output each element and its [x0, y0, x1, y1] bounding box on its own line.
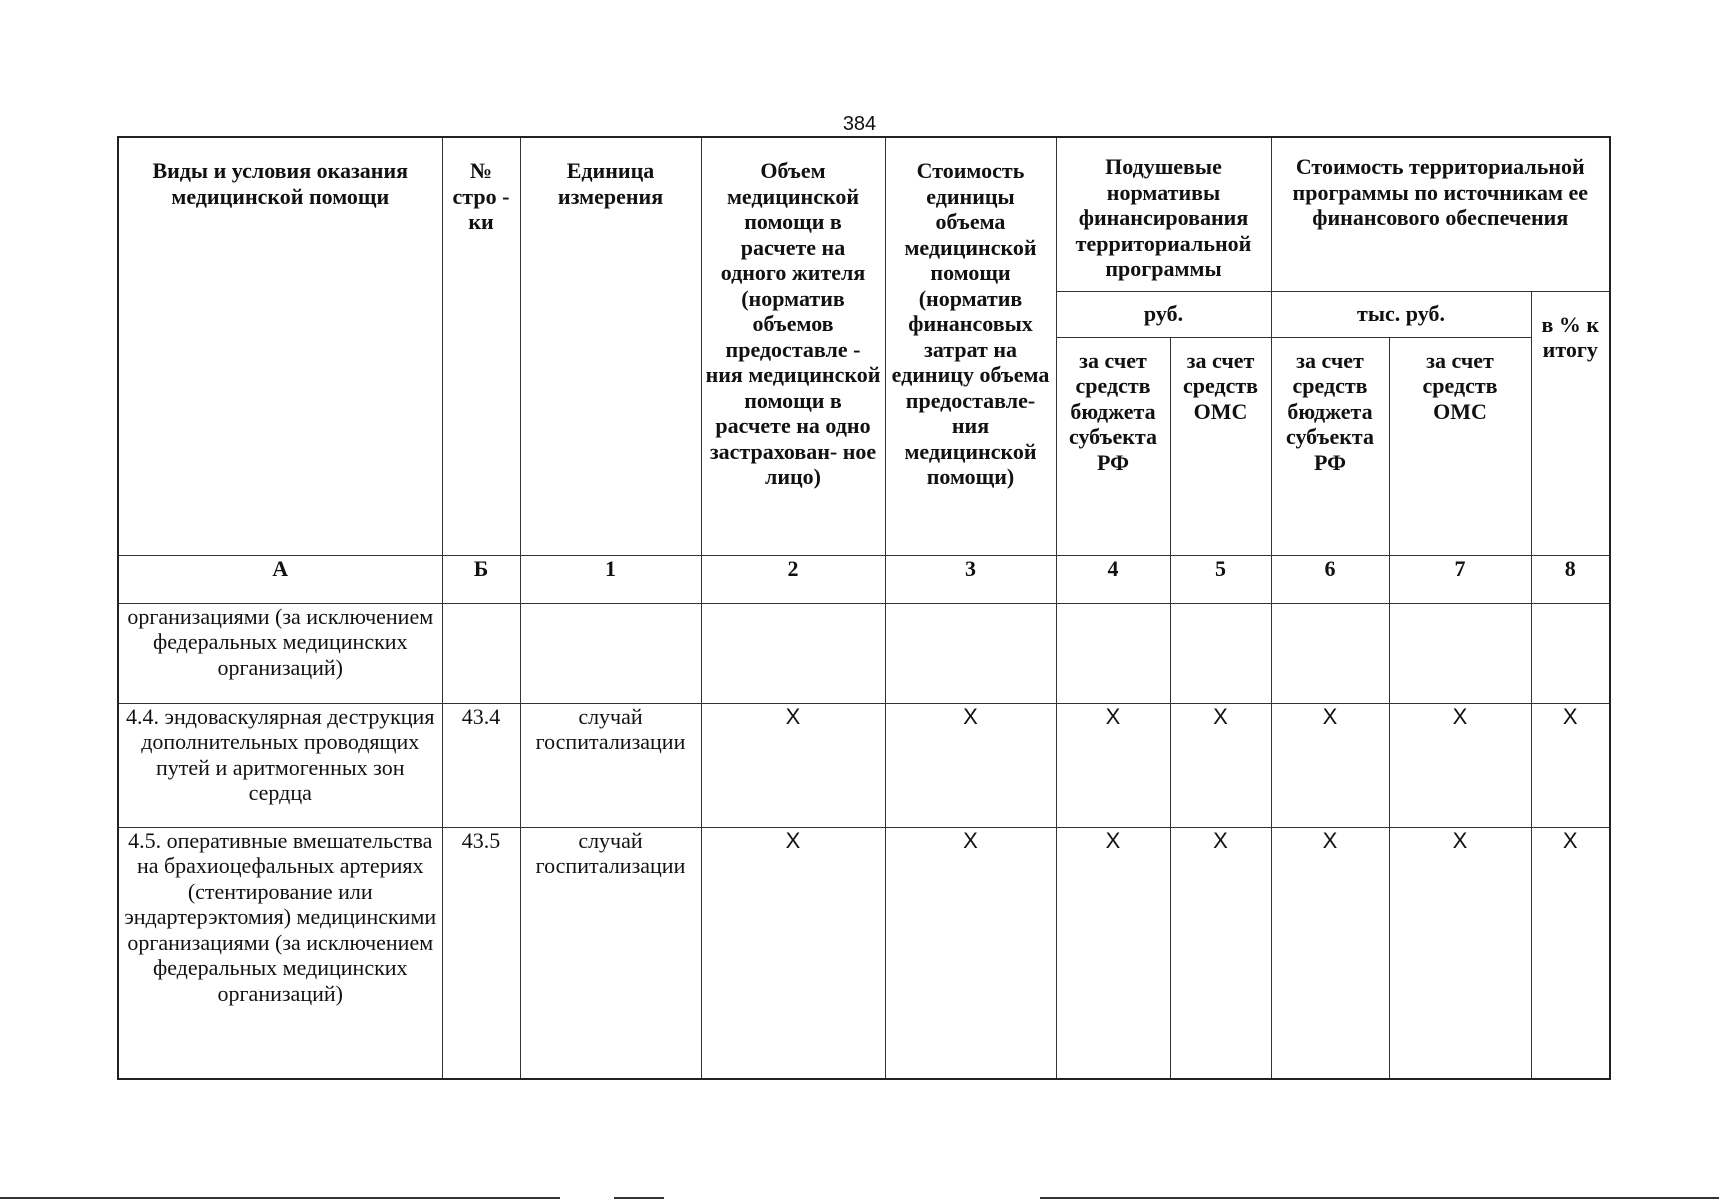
row-value: X [1389, 703, 1531, 827]
table-row [118, 703, 1610, 827]
financing-table [117, 136, 1611, 1080]
header-oms-rub: за счет средств ОМС [1170, 337, 1271, 555]
column-letters-row [118, 555, 1610, 603]
row-value: X [1056, 703, 1170, 827]
row-number: 43.4 [442, 703, 520, 827]
row-description: организациями (за исключением федеральных медицинских организаций) [118, 603, 442, 703]
header-budget-rf-thousand: за счет средств бюджета субъекта РФ [1271, 337, 1389, 555]
column-letter: А [118, 555, 442, 603]
row-value [701, 603, 885, 703]
header-unit-thousand-rub: тыс. руб. [1271, 291, 1531, 337]
column-letter: 3 [885, 555, 1056, 603]
column-letter: 4 [1056, 555, 1170, 603]
scan-edge-line [1040, 1197, 1719, 1199]
row-value [1531, 603, 1610, 703]
header-unit-rub: руб. [1056, 291, 1271, 337]
header-unit-cost: Стоимость единицы объема медицинской помощи (норматив финансовых затрат на единицу объема предоставле- ния медицинской помощи) [885, 137, 1056, 555]
row-value [885, 603, 1056, 703]
row-value: X [885, 703, 1056, 827]
column-letter: Б [442, 555, 520, 603]
header-per-capita-norms: Подушевые нормативы финансирования территориальной программы [1056, 137, 1271, 291]
header-percent-total: в % к итогу [1531, 291, 1610, 555]
header-oms-thousand: за счет средств ОМС [1389, 337, 1531, 555]
row-unit: случай госпитализации [520, 703, 701, 827]
column-letter: 2 [701, 555, 885, 603]
row-description: 4.5. оперативные вмешательства на брахиоцефальных артериях (стентирование или эндартерэктомия) медицинскими организациями (за исключением федеральных медицинских организаций) [118, 827, 442, 1079]
row-number: 43.5 [442, 827, 520, 1079]
header-row-number: № стро - ки [442, 137, 520, 555]
header-volume: Объем медицинской помощи в расчете на одного жителя (норматив объемов предоставле - ния медицинской помощи в расчете на одно застрахован- ное лицо) [701, 137, 885, 555]
header-kinds-conditions: Виды и условия оказания медицинской помощи [118, 137, 442, 555]
column-letter: 5 [1170, 555, 1271, 603]
scan-edge-line [0, 1197, 560, 1199]
header-unit: Единица измерения [520, 137, 701, 555]
row-value [1056, 603, 1170, 703]
row-description: 4.4. эндоваскулярная деструкция дополнительных проводящих путей и аритмогенных зон сердца [118, 703, 442, 827]
column-letter: 7 [1389, 555, 1531, 603]
row-unit [520, 603, 701, 703]
header-budget-rf-rub: за счет средств бюджета субъекта РФ [1056, 337, 1170, 555]
row-value: X [1531, 827, 1610, 1079]
row-value [1170, 603, 1271, 703]
row-value: X [885, 827, 1056, 1079]
row-value: X [1170, 703, 1271, 827]
page-number: 384 [842, 113, 877, 135]
row-value: X [701, 827, 885, 1079]
table-row [118, 827, 1610, 1079]
row-value: X [1271, 827, 1389, 1079]
table-row [118, 603, 1610, 703]
column-letter: 8 [1531, 555, 1610, 603]
column-letter: 1 [520, 555, 701, 603]
row-value: X [1389, 827, 1531, 1079]
row-number [442, 603, 520, 703]
row-value: X [1056, 827, 1170, 1079]
row-value: X [701, 703, 885, 827]
scan-edge-line [614, 1197, 664, 1199]
row-value: X [1170, 827, 1271, 1079]
row-unit: случай госпитализации [520, 827, 701, 1079]
row-value [1389, 603, 1531, 703]
header-program-cost: Стоимость территориальной программы по источникам ее финансового обеспечения [1271, 137, 1610, 291]
column-letter: 6 [1271, 555, 1389, 603]
row-value: X [1531, 703, 1610, 827]
row-value [1271, 603, 1389, 703]
row-value: X [1271, 703, 1389, 827]
